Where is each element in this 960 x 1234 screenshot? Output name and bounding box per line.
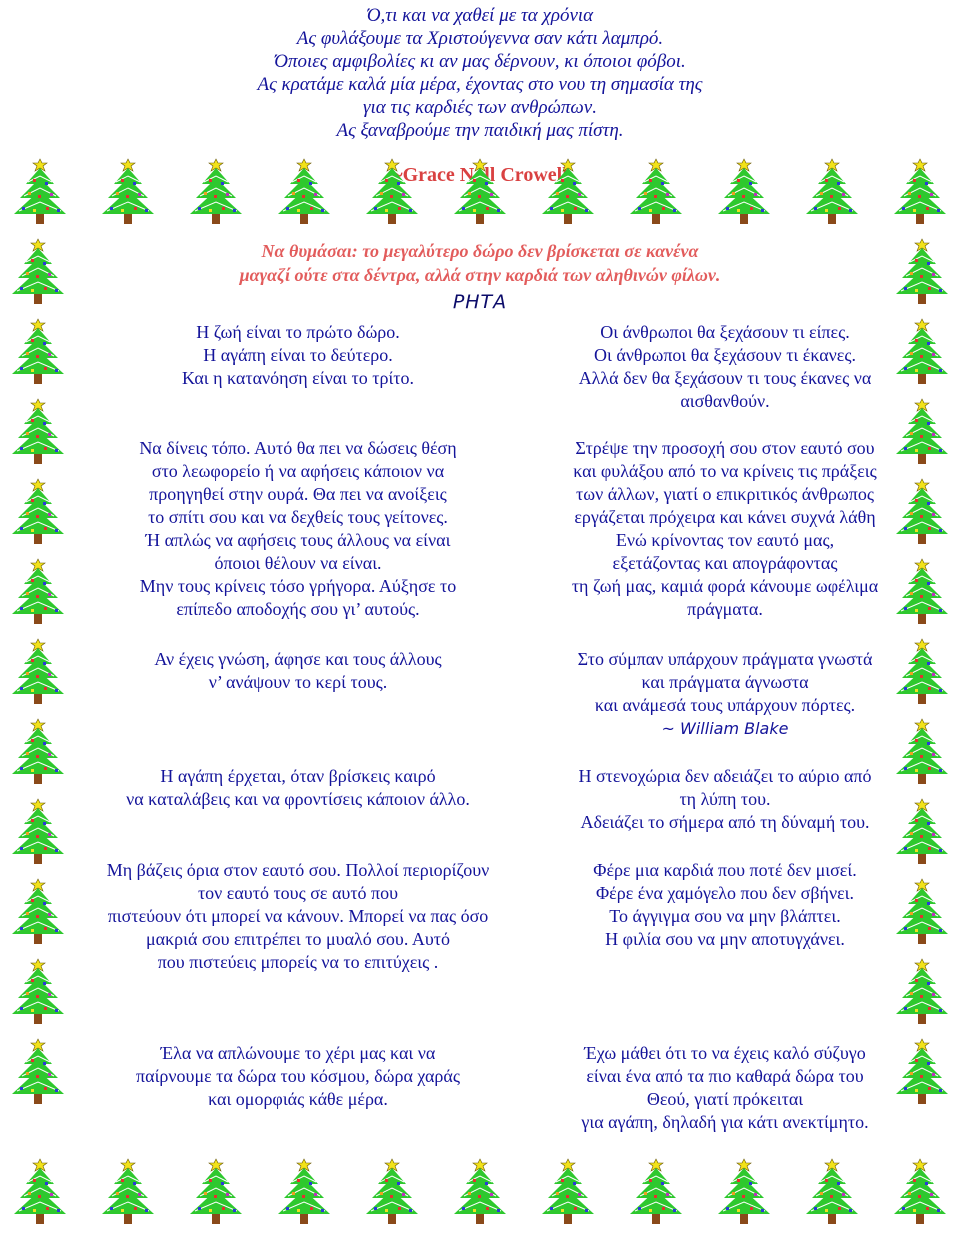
christmas-tree-icon <box>94 152 162 230</box>
quote-block <box>92 859 504 974</box>
christmas-tree-icon <box>4 312 72 390</box>
christmas-tree-icon <box>888 392 956 470</box>
quote-line: για αγάπη, δηλαδή για κάτι ανεκτίμητο. <box>581 1112 869 1132</box>
christmas-tree-icon <box>358 1152 426 1230</box>
christmas-tree-icon <box>6 152 74 230</box>
quote-line: Ή απλώς να αφήσεις τους άλλους να είναι <box>145 530 451 550</box>
christmas-tree-icon <box>888 792 956 870</box>
quote-line: το σπίτι σου και να δεχθείς τους γείτονες. <box>148 507 448 527</box>
christmas-tree-icon <box>798 1152 866 1230</box>
christmas-tree-icon <box>270 1152 338 1230</box>
quote-line: και πράγματα άγνωστα <box>641 672 809 692</box>
quote-line: Στο σύμπαν υπάρχουν πράγματα γνωστά <box>577 649 873 669</box>
christmas-tree-icon <box>888 952 956 1030</box>
christmas-tree-icon <box>358 152 426 230</box>
quote-line: και ανάμεσά τους υπάρχουν πόρτες. <box>594 695 856 715</box>
quote-line: Οι άνθρωποι θα ξεχάσουν τι έκανες. <box>593 345 856 365</box>
intro-line: για τις καρδιές των ανθρώπων. <box>363 97 597 118</box>
quote-line: Η αγάπη είναι το δεύτερο. <box>203 345 393 365</box>
christmas-tree-icon <box>4 952 72 1030</box>
quote-line: Φέρε ένα χαμόγελο που δεν σβήνει. <box>596 883 854 903</box>
section-title: ΡΗΤΑ <box>452 291 508 313</box>
quote-block <box>530 437 920 621</box>
christmas-tree-icon <box>4 472 72 550</box>
quote-line: Έλα να απλώνουμε το χέρι μας και να <box>160 1043 436 1063</box>
quote-signature: ~ William Blake <box>661 719 789 738</box>
quote-block <box>530 648 920 740</box>
intro-line: Ας ξαναβρούμε την παιδική μας πίστη. <box>336 120 624 141</box>
quote-line: επίπεδο αποδοχής σου γι’ αυτούς. <box>176 599 420 619</box>
christmas-tree-icon <box>710 1152 778 1230</box>
intro-line: Ας φυλάξουμε τα Χριστούγεννα σαν κάτι λαμπρό. <box>296 28 664 49</box>
christmas-tree-icon <box>534 152 602 230</box>
quote-line: Φέρε μια καρδιά που ποτέ δεν μισεί. <box>593 860 857 880</box>
quote-line: που πιστεύεις μπορείς να το επιτύχεις . <box>157 952 439 972</box>
christmas-tree-icon <box>888 712 956 790</box>
quote-line: ν’ ανάψουν το κερί τους. <box>208 672 388 692</box>
christmas-tree-icon <box>4 632 72 710</box>
christmas-tree-icon <box>886 152 954 230</box>
quote-block <box>92 765 504 811</box>
quote-block <box>530 859 920 951</box>
intro-line: Ό,τι και να χαθεί με τα χρόνια <box>366 5 594 26</box>
quote-line: είναι ένα από τα πιο καθαρά δώρα του <box>586 1066 864 1086</box>
christmas-tree-icon <box>94 1152 162 1230</box>
christmas-tree-icon <box>534 1152 602 1230</box>
quote-line: τη λύπη του. <box>679 789 771 809</box>
quote-block <box>530 321 920 413</box>
quote-block <box>92 1042 504 1111</box>
christmas-tree-icon <box>888 1032 956 1110</box>
quote-line: Να δίνεις τόπο. Αυτό θα πει να δώσεις θέση <box>139 438 457 458</box>
quote-line: των άλλων, γιατί ο επικριτικός άνθρωπος <box>576 484 874 504</box>
christmas-tree-icon <box>182 152 250 230</box>
quote-line: Η στενοχώρια δεν αδειάζει το αύριο από <box>578 766 872 786</box>
intro-line: Ας κρατάμε καλά μία μέρα, έχοντας στο νου τη σημασία της <box>257 74 703 95</box>
quote-line: παίρνουμε τα δώρα του κόσμου, δώρα χαράς <box>136 1066 460 1086</box>
christmas-tree-icon <box>888 312 956 390</box>
christmas-tree-icon <box>446 1152 514 1230</box>
quote-line: στο λεωφορείο ή να αφήσεις κάποιον να <box>151 461 445 481</box>
christmas-tree-icon <box>4 872 72 950</box>
christmas-tree-icon <box>622 1152 690 1230</box>
quote-line: αισθανθούν. <box>680 391 770 411</box>
quote-line: Στρέψε την προσοχή σου στον εαυτό σου <box>575 438 875 458</box>
christmas-tree-icon <box>446 152 514 230</box>
quote-line: προηγηθεί στην ουρά. Θα πει να ανοίξεις <box>149 484 447 504</box>
christmas-tree-icon <box>270 152 338 230</box>
quote-line: Το άγγιγμα σου να μην βλάπτει. <box>609 906 841 926</box>
quote-line: Αλλά δεν θα ξεχάσουν τι τους έκανες να <box>578 368 872 388</box>
quote-line: τον εαυτό τους σε αυτό που <box>197 883 399 903</box>
quote-line: Και η κατανόηση είναι το τρίτο. <box>181 368 415 388</box>
quote-line: Αν έχεις γνώση, άφησε και τους άλλους <box>154 649 442 669</box>
quote-line: πιστεύουν ότι μπορεί να κάνουν. Μπορεί να πας όσο <box>107 906 489 926</box>
quote-line: Αδειάζει το σήμερα από τη δύναμή του. <box>580 812 870 832</box>
christmas-tree-icon <box>888 232 956 310</box>
reminder-line: Να θυμάσαι: το μεγαλύτερο δώρο δεν βρίσκεται σε κανένα <box>261 241 699 261</box>
quote-line: Μη βάζεις όρια στον εαυτό σου. Πολλοί περιορίζουν <box>106 860 490 880</box>
quote-line: να καταλάβεις και να φροντίσεις κάποιον άλλο. <box>126 789 470 809</box>
christmas-tree-icon <box>888 552 956 630</box>
christmas-tree-icon <box>622 152 690 230</box>
quote-line: Θεού, γιατί πρόκειται <box>646 1089 804 1109</box>
quote-line: Η ζωή είναι το πρώτο δώρο. <box>196 322 400 342</box>
christmas-tree-icon <box>4 232 72 310</box>
quote-line: Ενώ κρίνοντας τον εαυτό μας, <box>615 530 835 550</box>
christmas-tree-icon <box>4 712 72 790</box>
christmas-tree-icon <box>888 472 956 550</box>
quote-line: Η αγάπη έρχεται, όταν βρίσκεις καιρό <box>160 766 436 786</box>
quote-block <box>92 321 504 390</box>
quote-line: εξετάζοντας και απογράφοντας <box>612 553 838 573</box>
quote-block <box>92 437 504 621</box>
christmas-tree-icon <box>798 152 866 230</box>
quote-block <box>530 765 920 834</box>
quote-line: Έχω μάθει ότι το να έχεις καλό σύζυγο <box>584 1043 866 1063</box>
quote-block <box>92 648 504 694</box>
intro-poem <box>120 4 840 142</box>
quote-line: και φυλάξου από το να κρίνεις τις πράξεις <box>573 461 877 481</box>
quote-line: πράγματα. <box>687 599 763 619</box>
quote-line: Η φιλία σου να μην αποτυγχάνει. <box>605 929 845 949</box>
christmas-tree-icon <box>182 1152 250 1230</box>
quote-line: όποιοι θέλουν να είναι. <box>214 553 382 573</box>
reminder-quote <box>150 239 810 287</box>
quote-line: τη ζωή μας, καμιά φορά κάνουμε ωφέλιμα <box>571 576 879 596</box>
intro-line: Όποιες αμφιβολίες κι αν μας δέρνουν, κι όποιοι φόβοι. <box>274 51 686 72</box>
christmas-tree-icon <box>710 152 778 230</box>
quote-line: Μην τους κρίνεις τόσο γρήγορα. Αύξησε το <box>139 576 457 596</box>
quote-line: Οι άνθρωποι θα ξεχάσουν τι είπες. <box>600 322 850 342</box>
poem-author: ~Grace Crowell <box>392 164 568 186</box>
christmas-tree-icon <box>886 1152 954 1230</box>
reminder-line: μαγαζί ούτε στα δέντρα, αλλά στην καρδιά των αληθινών φίλων. <box>239 265 721 285</box>
christmas-tree-icon <box>4 552 72 630</box>
christmas-tree-icon <box>4 792 72 870</box>
christmas-tree-icon <box>6 1152 74 1230</box>
christmas-tree-icon <box>4 1032 72 1110</box>
christmas-tree-icon <box>888 872 956 950</box>
quote-line: εργάζεται πρόχειρα και κάνει συχνά λάθη <box>574 507 876 527</box>
quote-line: και ομορφιάς κάθε μέρα. <box>208 1089 388 1109</box>
quote-block <box>530 1042 920 1134</box>
christmas-tree-icon <box>4 392 72 470</box>
christmas-tree-icon <box>888 632 956 710</box>
quote-line: μακριά σου επιτρέπει το μυαλό σου. Αυτό <box>146 929 450 949</box>
